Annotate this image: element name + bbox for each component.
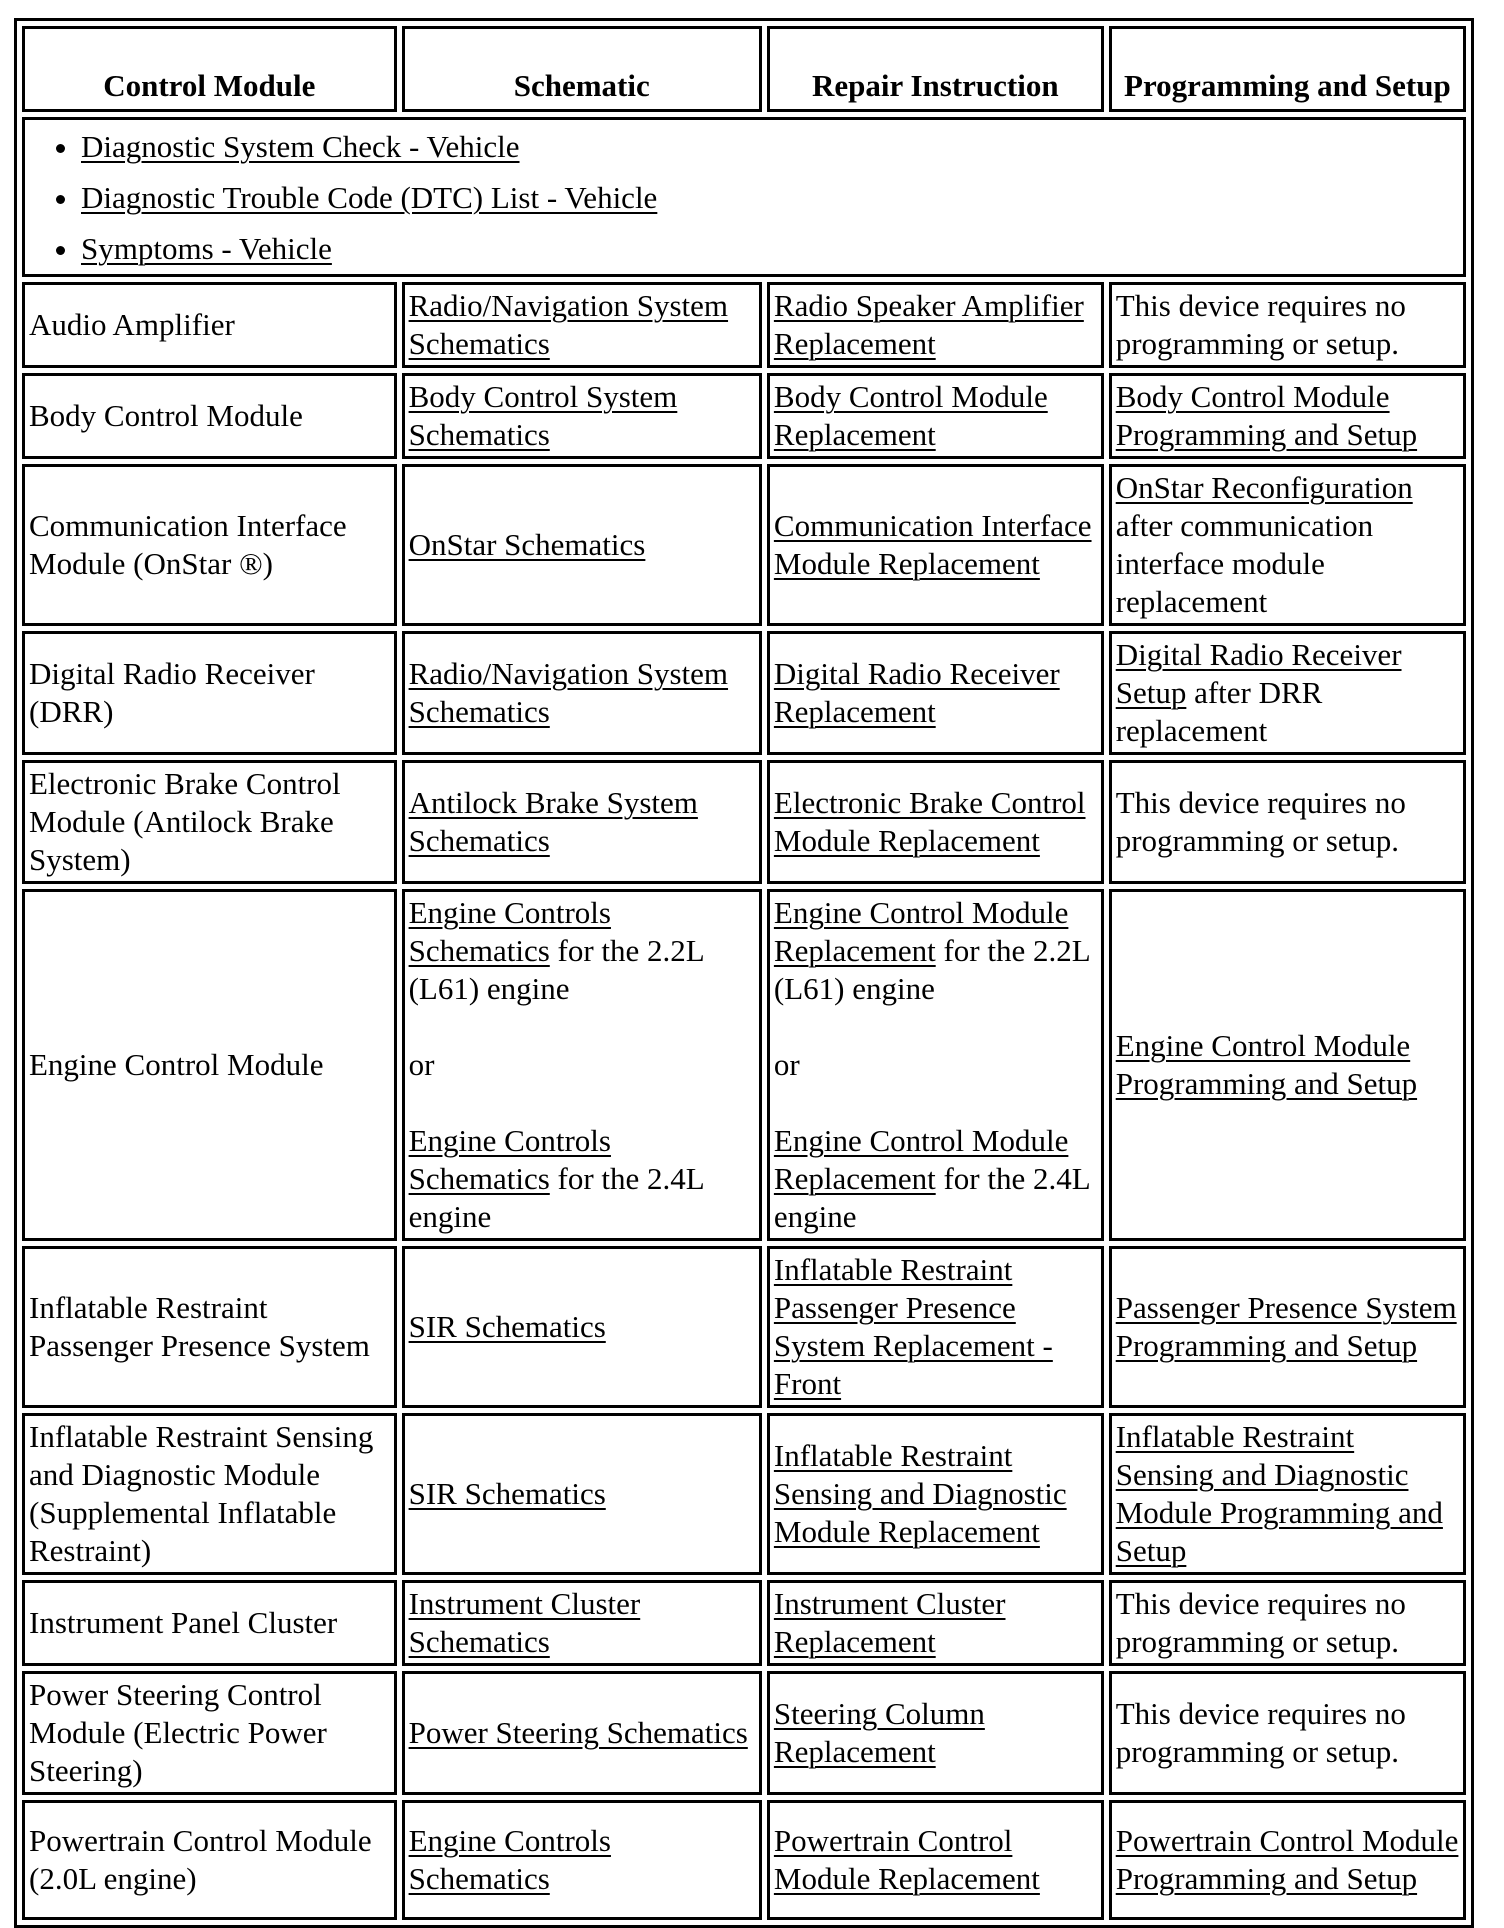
schematic-link[interactable]: Engine Controls Schematics — [408, 1123, 611, 1196]
control-module-cell — [22, 1671, 397, 1795]
programming-setup-text: This device requires no programming or setup. — [1115, 1586, 1406, 1659]
table-row — [22, 282, 1466, 368]
repair-instruction-link[interactable]: Engine Control Module Replacement — [773, 895, 1069, 968]
table-row — [22, 1580, 1466, 1666]
schematic-cell — [402, 1413, 762, 1575]
repair-instruction-cell — [767, 373, 1104, 459]
programming-setup-text: This device requires no programming or setup. — [1115, 288, 1406, 361]
programming-setup-cell — [1109, 1246, 1466, 1408]
schematic-cell — [402, 631, 762, 755]
control-module-name: Electronic Brake Control Module (Antilock Brake System) — [29, 766, 341, 877]
schematic-cell — [402, 1246, 762, 1408]
repair-instruction-text: or — [773, 1047, 800, 1082]
schematic-link[interactable]: Engine Controls Schematics — [408, 1823, 611, 1896]
control-module-cell — [22, 1800, 397, 1920]
programming-setup-text: after DRR replacement — [1115, 675, 1323, 748]
schematic-cell — [402, 889, 762, 1241]
programming-setup-cell — [1109, 464, 1466, 626]
repair-instruction-cell — [767, 464, 1104, 626]
repair-instruction-link[interactable]: Powertrain Control Module Replacement — [773, 1823, 1040, 1896]
table-row — [22, 373, 1466, 459]
control-module-cell — [22, 631, 397, 755]
programming-setup-cell — [1109, 373, 1466, 459]
control-module-cell — [22, 464, 397, 626]
schematic-cell — [402, 1800, 762, 1920]
schematic-text: for the 2.2L (L61) engine — [408, 933, 704, 1006]
blank-line — [409, 1008, 755, 1046]
control-module-name: Engine Control Module — [29, 1047, 324, 1082]
programming-setup-text: This device requires no programming or setup. — [1115, 785, 1406, 858]
control-module-cell — [22, 373, 397, 459]
header-schematic: Schematic — [402, 26, 762, 112]
repair-instruction-text: for the 2.2L (L61) engine — [773, 933, 1090, 1006]
table-row — [22, 1671, 1466, 1795]
table-row — [22, 1800, 1466, 1920]
repair-instruction-link[interactable]: Instrument Cluster Replacement — [773, 1586, 1006, 1659]
diagnostic-links-cell — [22, 117, 1466, 277]
repair-instruction-link[interactable]: Inflatable Restraint Passenger Presence System Replacement - Front — [773, 1252, 1053, 1401]
repair-instruction-link[interactable]: Steering Column Replacement — [773, 1696, 985, 1769]
repair-instruction-cell — [767, 282, 1104, 368]
header-control-module: Control Module — [22, 26, 397, 112]
repair-instruction-cell — [767, 1413, 1104, 1575]
schematic-link[interactable]: OnStar Schematics — [408, 527, 646, 562]
control-module-name: Instrument Panel Cluster — [29, 1605, 338, 1640]
repair-instruction-link[interactable]: Digital Radio Receiver Replacement — [773, 656, 1060, 729]
programming-setup-link[interactable]: OnStar Reconfiguration — [1115, 470, 1413, 505]
control-module-name: Inflatable Restraint Passenger Presence System — [29, 1290, 370, 1363]
table-row — [22, 464, 1466, 626]
header-repair-instruction: Repair Instruction — [767, 26, 1104, 112]
schematic-link[interactable]: SIR Schematics — [408, 1309, 606, 1344]
repair-instruction-cell — [767, 1246, 1104, 1408]
schematic-cell — [402, 1580, 762, 1666]
control-module-cell — [22, 889, 397, 1241]
control-module-table — [14, 18, 1474, 1928]
programming-setup-link[interactable]: Passenger Presence System Programming and Setup — [1115, 1290, 1457, 1363]
repair-instruction-link[interactable]: Body Control Module Replacement — [773, 379, 1048, 452]
control-module-cell — [22, 1246, 397, 1408]
repair-instruction-cell — [767, 1671, 1104, 1795]
schematic-text: for the 2.4L engine — [408, 1161, 704, 1234]
diagnostic-links-list — [29, 128, 1459, 268]
programming-setup-cell — [1109, 1800, 1466, 1920]
control-module-name: Audio Amplifier — [29, 307, 235, 342]
control-module-cell — [22, 282, 397, 368]
repair-instruction-cell — [767, 889, 1104, 1241]
schematic-cell — [402, 282, 762, 368]
repair-instruction-text: for the 2.4L engine — [773, 1161, 1090, 1234]
repair-instruction-link[interactable]: Electronic Brake Control Module Replacement — [773, 785, 1086, 858]
diagnostic-list-item — [81, 179, 1459, 217]
dtc-list-link[interactable]: Diagnostic Trouble Code (DTC) List - Vehicle — [81, 180, 658, 215]
control-module-cell — [22, 1580, 397, 1666]
programming-setup-cell — [1109, 1580, 1466, 1666]
programming-setup-link[interactable]: Digital Radio Receiver Setup — [1115, 637, 1402, 710]
programming-setup-link[interactable]: Powertrain Control Module Programming and Setup — [1115, 1823, 1459, 1896]
repair-instruction-cell — [767, 1580, 1104, 1666]
schematic-cell — [402, 1671, 762, 1795]
diagnostic-list-item — [81, 128, 1459, 166]
schematic-text: or — [408, 1047, 435, 1082]
schematic-link[interactable]: Radio/Navigation System Schematics — [408, 288, 729, 361]
table-row — [22, 889, 1466, 1241]
programming-setup-cell — [1109, 889, 1466, 1241]
control-module-cell — [22, 1413, 397, 1575]
control-module-cell — [22, 760, 397, 884]
programming-setup-link[interactable]: Engine Control Module Programming and Setup — [1115, 1028, 1418, 1101]
programming-setup-text: This device requires no programming or setup. — [1115, 1696, 1406, 1769]
programming-setup-cell — [1109, 1671, 1466, 1795]
schematic-cell — [402, 464, 762, 626]
schematic-link[interactable]: SIR Schematics — [408, 1476, 606, 1511]
schematic-link[interactable]: Engine Controls Schematics — [408, 895, 611, 968]
programming-setup-link[interactable]: Inflatable Restraint Sensing and Diagnostic Module Programming and Setup — [1115, 1419, 1443, 1568]
repair-instruction-cell — [767, 760, 1104, 884]
control-module-name: Powertrain Control Module (2.0L engine) — [29, 1823, 372, 1896]
programming-setup-cell — [1109, 1413, 1466, 1575]
repair-instruction-link[interactable]: Communication Interface Module Replacement — [773, 508, 1092, 581]
programming-setup-cell — [1109, 282, 1466, 368]
schematic-link[interactable]: Power Steering Schematics — [408, 1715, 748, 1750]
repair-instruction-cell — [767, 1800, 1104, 1920]
control-module-name: Communication Interface Module (OnStar ®) — [29, 508, 347, 581]
schematic-link[interactable]: Radio/Navigation System Schematics — [408, 656, 729, 729]
table-row — [22, 631, 1466, 755]
symptoms-link[interactable]: Symptoms - Vehicle — [81, 231, 332, 266]
table-row — [22, 1246, 1466, 1408]
blank-line — [774, 1008, 1097, 1046]
repair-instruction-link[interactable]: Inflatable Restraint Sensing and Diagnostic Module Replacement — [773, 1438, 1067, 1549]
header-row — [22, 26, 1466, 112]
schematic-cell — [402, 760, 762, 884]
repair-instruction-cell — [767, 631, 1104, 755]
table-row — [22, 760, 1466, 884]
diagnostic-list-item — [81, 230, 1459, 268]
repair-instruction-link[interactable]: Engine Control Module Replacement — [773, 1123, 1069, 1196]
schematic-cell — [402, 373, 762, 459]
programming-setup-cell — [1109, 631, 1466, 755]
diagnostic-links-row — [22, 117, 1466, 277]
schematic-link[interactable]: Instrument Cluster Schematics — [408, 1586, 641, 1659]
blank-line — [409, 1084, 755, 1122]
control-module-name: Digital Radio Receiver (DRR) — [29, 656, 315, 729]
programming-setup-link[interactable]: Body Control Module Programming and Setup — [1115, 379, 1418, 452]
schematic-link[interactable]: Body Control System Schematics — [408, 379, 678, 452]
diagnostic-system-check-link[interactable]: Diagnostic System Check - Vehicle — [81, 129, 520, 164]
programming-setup-cell — [1109, 760, 1466, 884]
repair-instruction-link[interactable]: Radio Speaker Amplifier Replacement — [773, 288, 1084, 361]
blank-line — [774, 1084, 1097, 1122]
control-module-name: Power Steering Control Module (Electric Power Steering) — [29, 1677, 327, 1788]
schematic-link[interactable]: Antilock Brake System Schematics — [408, 785, 698, 858]
table-row — [22, 1413, 1466, 1575]
header-programming-setup: Programming and Setup — [1109, 26, 1466, 112]
control-module-name: Inflatable Restraint Sensing and Diagnostic Module (Supplemental Inflatable Restraint) — [29, 1419, 374, 1568]
control-module-name: Body Control Module — [29, 398, 303, 433]
programming-setup-text: after communication interface module replacement — [1115, 508, 1374, 619]
